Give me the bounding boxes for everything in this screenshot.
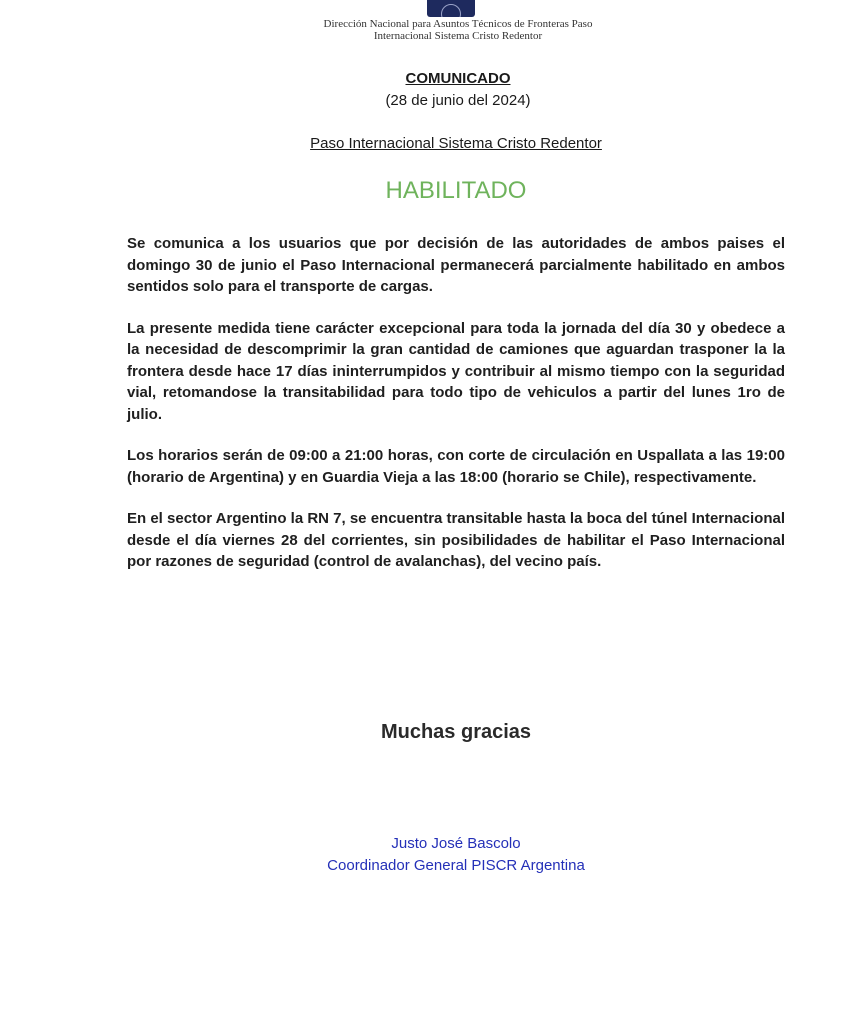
organization-header — [0, 18, 843, 42]
communique-body — [127, 233, 785, 593]
paragraph-justification: La presente medida tiene carácter excepcional para toda la jornada del día 30 y obedece a la necesidad de descomprimir la gran cantidad de camiones que aguardan trasponer la la frontera desde hace 17 días ininterrumpidos y contribuir al mismo tiempo con la seguridad vial, retomandose la transitabilidad para todo tipo de vehiculos a partir del lunes 1ro de julio. — [127, 319, 785, 423]
paragraph-schedule: Los horarios serán de 09:00 a 21:00 horas, con corte de circulación en Uspallata a las 19:00 (horario de Argentina) y en Guardia Vieja a las 18:00 (horario se Chile), respectivamente. — [127, 447, 785, 486]
paragraph-argentine-sector: En el sector Argentino la RN 7, se encuentra transitable hasta la boca del túnel Internacional desde el día viernes 28 del corrientes, sin posibilidades de habilitar el Paso Internacional por razones de seguridad (control de avalanchas), del vecino país. — [127, 510, 785, 570]
paragraph-announcement: Se comunica a los usuarios que por decisión de las autoridades de ambos paises el domingo 30 de junio el Paso Internacional permanecerá parcialmente habilitado en ambos sentidos solo para el transporte de cargas. — [127, 235, 785, 295]
communique-subject: Paso Internacional Sistema Cristo Redentor — [310, 135, 602, 152]
communique-title: COMUNICADO — [405, 70, 511, 87]
signer-name: Justo José Bascolo — [391, 835, 521, 852]
institution-logo — [427, 0, 475, 17]
signature-block — [0, 833, 843, 877]
organization-line-1: Dirección Nacional para Asuntos Técnicos de Fronteras Paso — [323, 18, 593, 30]
status-label: HABILITADO — [385, 177, 527, 204]
communique-date: (28 de junio del 2024) — [385, 92, 531, 109]
signer-title: Coordinador General PISCR Argentina — [327, 857, 585, 874]
organization-line-2: Internacional Sistema Cristo Redentor — [373, 30, 543, 42]
closing-thanks: Muchas gracias — [380, 721, 532, 743]
